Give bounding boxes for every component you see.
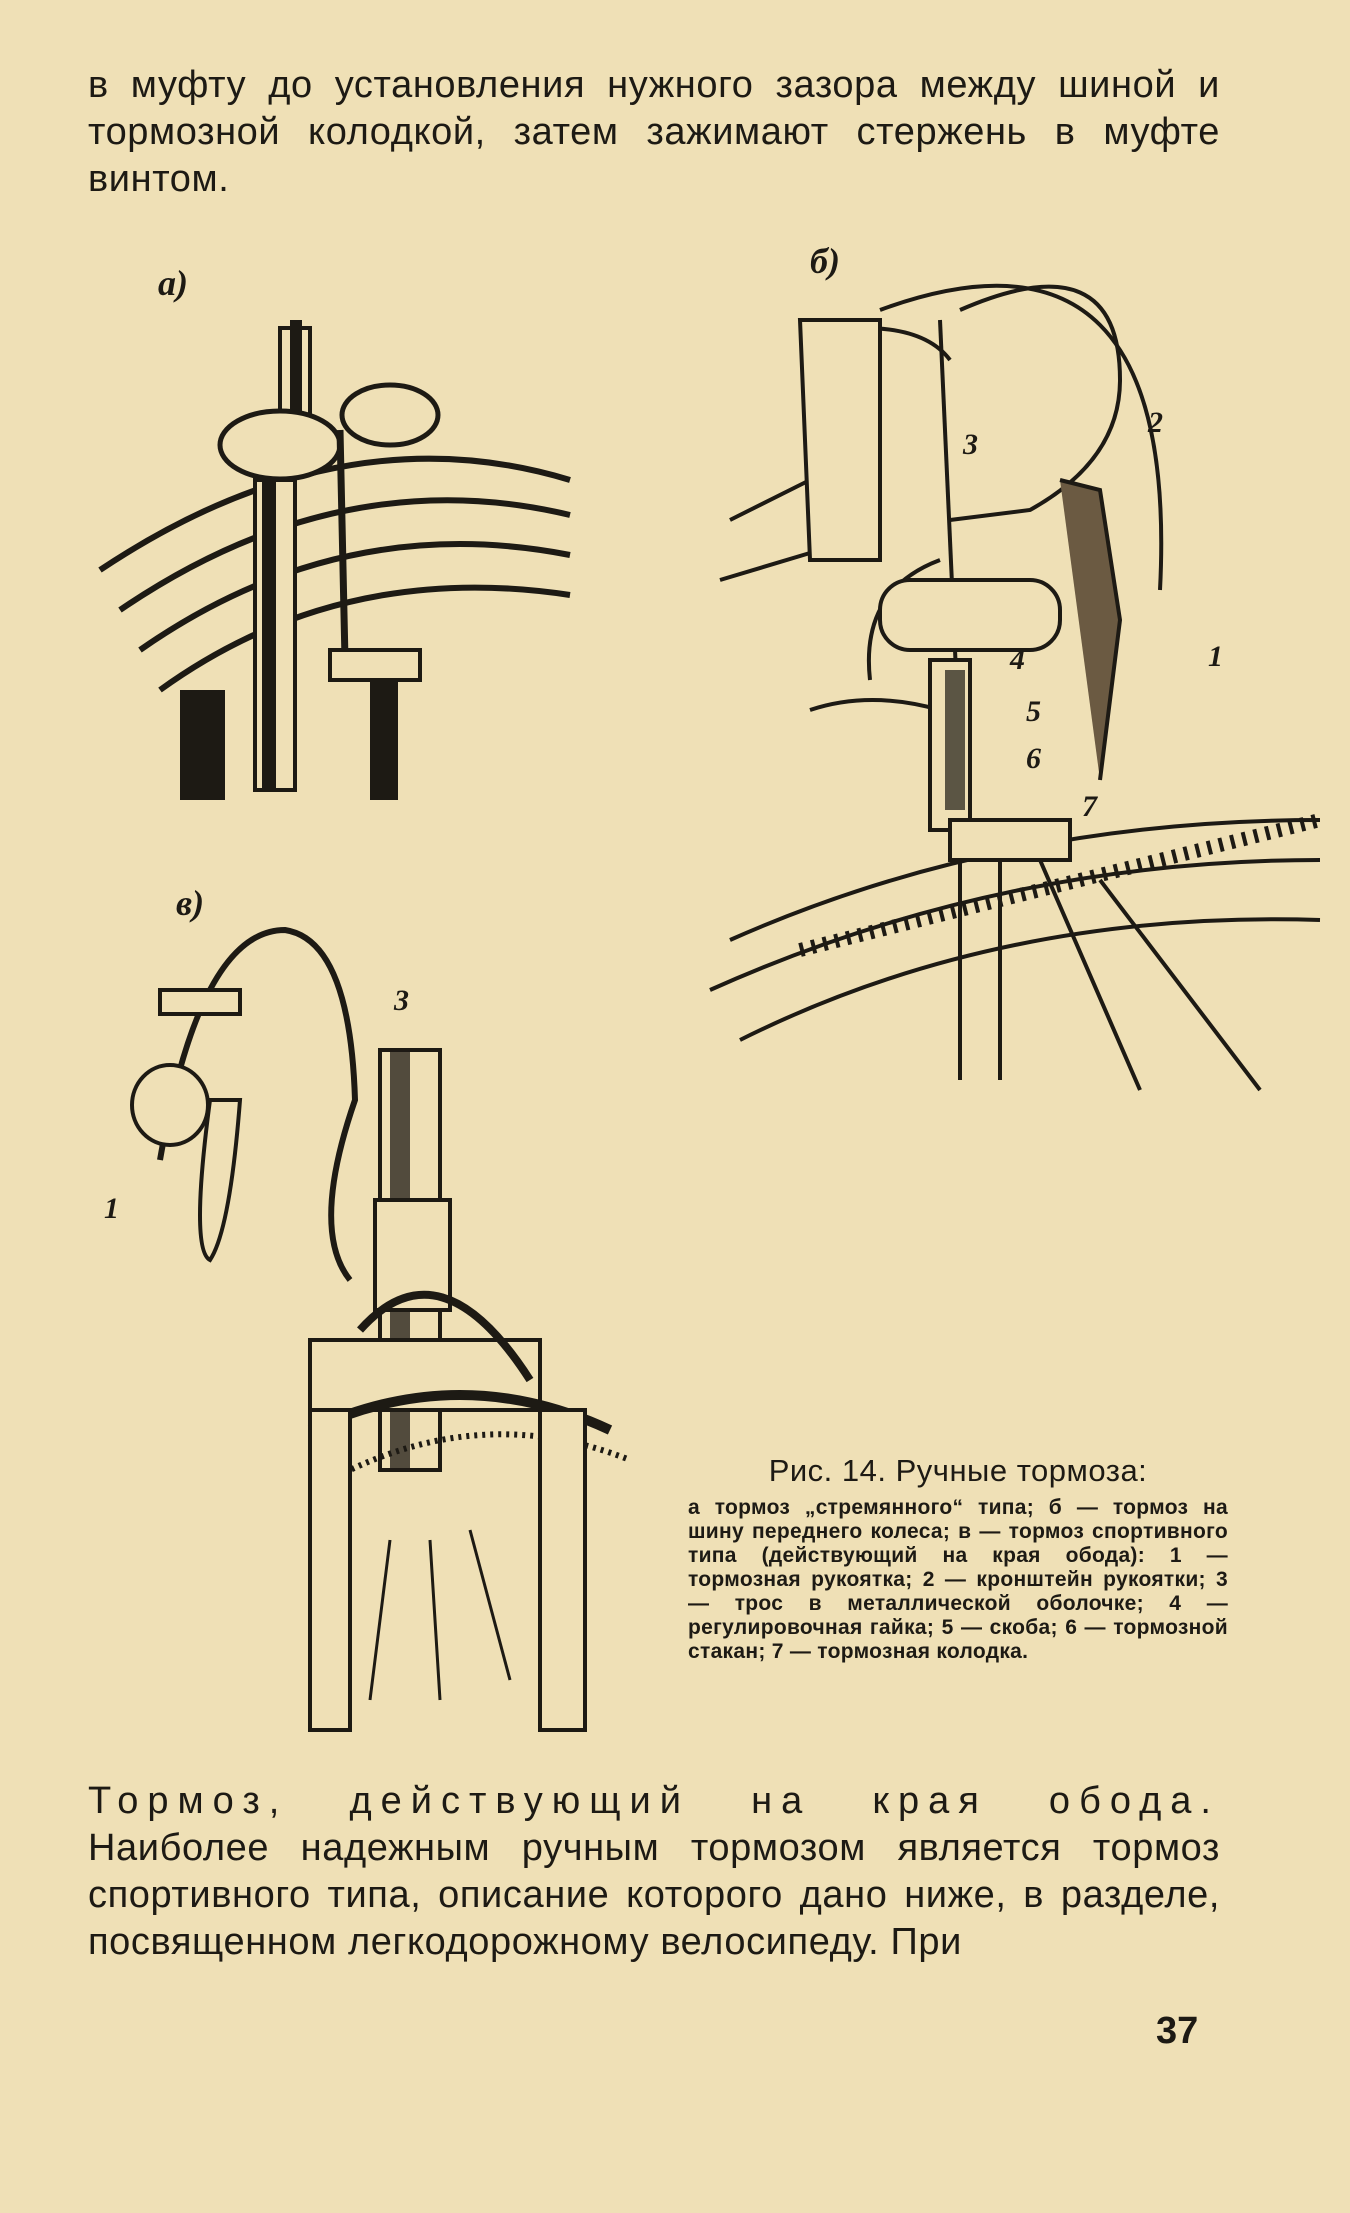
section-lead-heading: Тормоз, действующий на края обода. — [88, 1780, 1220, 1822]
figure-a-stirrup-brake — [100, 310, 580, 810]
callout-b-7: 7 — [1082, 790, 1097, 823]
page-number: 37 — [1156, 2010, 1199, 2052]
caption-title: Рис. 14. Ручные тормоза: — [768, 1453, 1148, 1488]
figure-v-label: в) — [176, 883, 205, 923]
top-paragraph: в муфту до установления нужного зазора между шиной и тормозной колодкой, затем зажимают стержень в муфте винтом. — [88, 64, 1220, 200]
figure-v-rim-brake — [110, 900, 670, 1740]
bottom-paragraph — [88, 1778, 1220, 1966]
callout-v-1: 1 — [104, 1192, 119, 1225]
figure-a-label: а) — [158, 263, 188, 303]
callout-b-3: 3 — [963, 428, 978, 461]
figure-caption — [688, 1452, 1228, 1664]
callout-b-4: 4 — [1010, 643, 1025, 676]
figure-b-label: б) — [810, 241, 840, 281]
caption-body: а тормоз „стремянного“ типа; б — тормоз на шину переднего колеса; в — тормоз спортивного типа (действующий на края обода): 1 — тормозная рукоятка; 2 — кронштейн рукоятки; 3 — трос в металлической оболочке; 4 — регулировочная гайка; 5 — скоба; 6 — тормозной стакан; 7 — тормозная колодка. — [688, 1496, 1228, 1663]
callout-b-6: 6 — [1026, 742, 1041, 775]
callout-b-5: 5 — [1026, 695, 1041, 728]
callout-b-1: 1 — [1208, 640, 1223, 673]
callout-b-2: 2 — [1148, 406, 1163, 439]
bottom-paragraph-text: Наиболее надежным ручным тормозом является тормоз спортивного типа, описание которого дано ниже, в разделе, посвященном легкодорожному велосипеду. При — [88, 1827, 1220, 1963]
callout-v-3: 3 — [394, 984, 409, 1017]
